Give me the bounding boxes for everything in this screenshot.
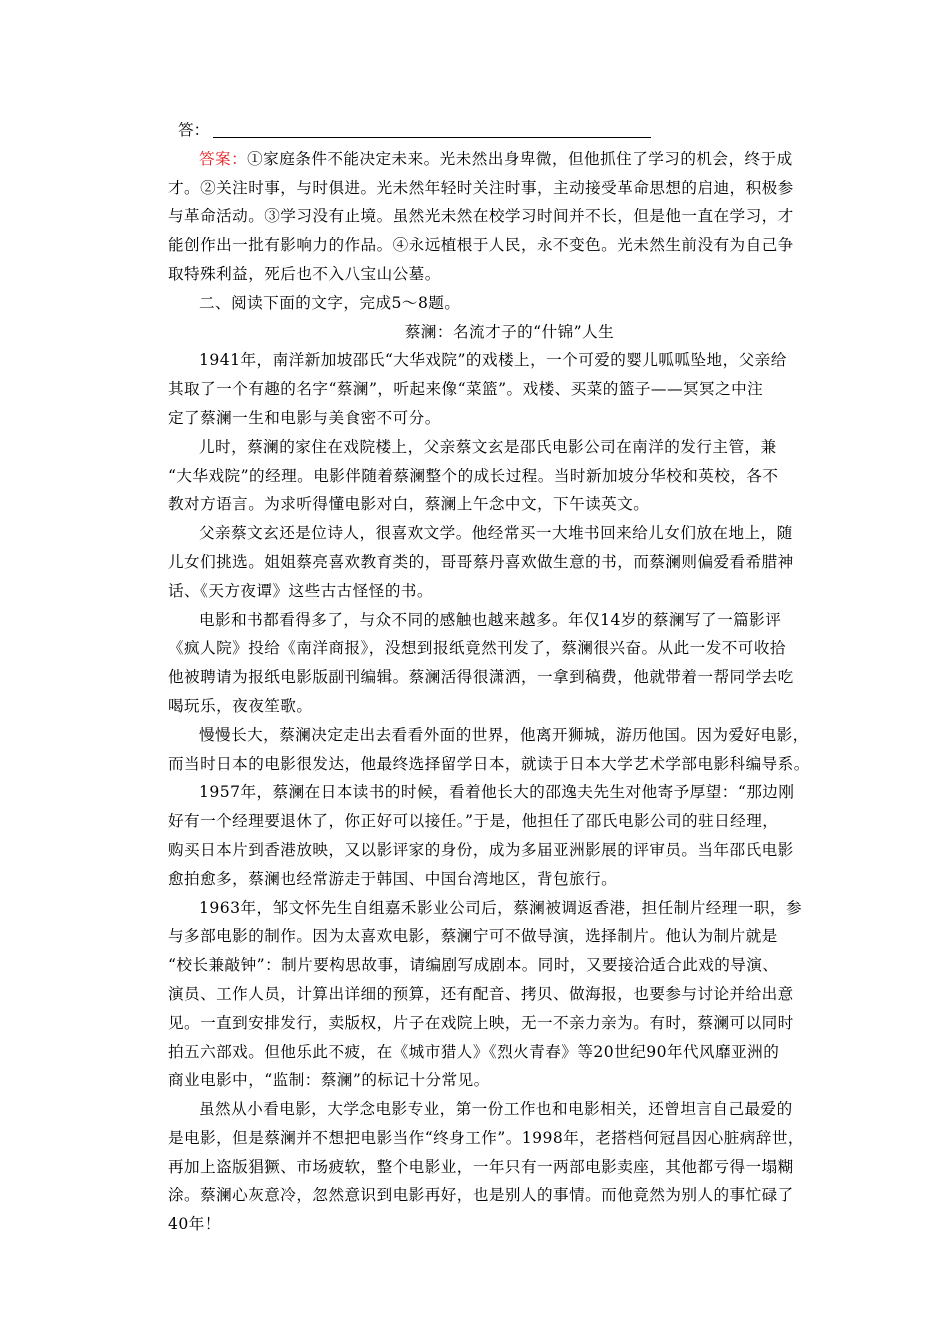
paragraph [168, 433, 815, 519]
paragraph-line: 1957年，蔡澜在日本读书的时候，看着他长大的邵逸夫先生对他寄予厚望：“那边刚 [199, 783, 795, 802]
answer-blank-line [213, 137, 651, 138]
paragraph-line: 见。一直到安排发行，卖版权，片子在戏院上映，无一不亲力亲为。有时，蔡澜可以同时 [168, 1013, 794, 1032]
paragraph-line: 喝玩乐，夜夜笙歌。 [168, 696, 313, 715]
answer-line: 答案：①家庭条件不能决定未来。光未然出身卑微，但他抓住了学习的机会，终于成 [199, 149, 793, 168]
paragraph [168, 519, 815, 605]
paragraph-line: 40年！ [168, 1215, 221, 1234]
answer-line: 能创作出一批有影响力的作品。④永远植根于人民，永不变色。光未然生前没有为自己争 [168, 236, 794, 255]
paragraph [168, 721, 815, 779]
paragraph-line: 演员、工作人员，计算出详细的预算，还有配音、拷贝、做海报，也要参与讨论并给出意 [168, 984, 794, 1003]
answer-line: 与革命活动。③学习没有止境。虽然光未然在校学习时间并不长，但是他一直在学习，才 [168, 207, 794, 226]
paragraph-line: 商业电影中，“监制：蔡澜”的标记十分常见。 [168, 1071, 490, 1090]
paragraph-line: 是电影，但是蔡澜并不想把电影当作“终身工作”。1998年，老搭档何冠昌因心脏病辞世， [168, 1128, 804, 1147]
paragraph [168, 778, 815, 893]
paragraph-line: 定了蔡澜一生和电影与美食密不可分。 [168, 408, 441, 427]
paragraph-line: 与多部电影的制作。因为太喜欢电影，蔡澜宁可不做导演，选择制片。他认为制片就是 [168, 927, 778, 946]
paragraph-line: 他被聘请为报纸电影版副刊编辑。蔡澜活得很潇洒，一拿到稿费，他就带着一帮同学去吃 [168, 668, 794, 687]
paragraph-line: 1963年，邹文怀先生自组嘉禾影业公司后，蔡澜被调返香港，担任制片经理一职，参 [199, 898, 803, 917]
paragraph-line: 虽然从小看电影，大学念电影专业，第一份工作也和电影相关，还曾坦言自己最爱的 [199, 1100, 793, 1119]
answer-line: 取特殊利益，死后也不入八宝山公墓。 [168, 264, 441, 283]
paragraph-line: 话、《天方夜谭》这些古古怪怪的书。 [168, 581, 433, 600]
paragraph-line: 再加上盗版猖獗、市场疲软，整个电影业，一年只有一两部电影卖座，其他都亏得一塌糊 [168, 1157, 794, 1176]
section-heading: 二、阅读下面的文字，完成5～8题。 [199, 293, 461, 312]
paragraph [168, 1095, 815, 1239]
paragraph-line: 《疯人院》投给《南洋商报》，没想到报纸竟然刊发了，蔡澜很兴奋。从此一发不可收拾 [168, 639, 786, 658]
paragraph-line: 父亲蔡文玄还是位诗人，很喜欢文学。他经常买一大堆书回来给儿女们放在地上，随 [199, 524, 793, 543]
paragraph-line: 教对方语言。为求听得懂电影对白，蔡澜上午念中文，下午读英文。 [168, 495, 650, 514]
paragraph [168, 346, 815, 432]
answer-label: 答案： [199, 149, 248, 168]
paragraph-line: 儿时，蔡澜的家住在戏院楼上，父亲蔡文玄是邵氏电影公司在南洋的发行主管，兼 [199, 437, 777, 456]
paragraph-line: 好有一个经理要退休了，你正好可以接任。”于是，他担任了邵氏电影公司的驻日经理， [168, 812, 779, 831]
paragraph-line: 愈拍愈多，蔡澜也经常游走于韩国、中国台湾地区，背包旅行。 [168, 869, 618, 888]
paragraph [168, 606, 815, 721]
answer-block [168, 145, 815, 289]
paragraph-line: 而当时日本的电影很发达，他最终选择留学日本，就读于日本大学艺术学部电影科编导系。 [168, 754, 810, 773]
paragraph-line: “校长兼敲钟”：制片要构思故事，请编剧写成剧本。同时，又要接洽适合此戏的导演、 [168, 956, 779, 975]
paragraph-line: “大华戏院”的经理。电影伴随着蔡澜整个的成长过程。当时新加坡分华校和英校，各不 [168, 466, 779, 485]
paragraph-line: 购买日本片到香港放映，又以影评家的身份，成为多届亚洲影展的评审员。当年邵氏电影 [168, 840, 794, 859]
paragraph [168, 894, 815, 1096]
paragraph-line: 其取了一个有趣的名字“蔡澜”，听起来像“菜篮”。戏楼、买菜的篮子——冥冥之中注 [168, 380, 764, 399]
document-page [168, 116, 815, 1239]
article-title: 蔡澜：名流才子的“什锦”人生 [404, 322, 615, 341]
paragraph-line: 涂。蔡澜心灰意冷，忽然意识到电影再好，也是别人的事情。而他竟然为别人的事忙碌了 [168, 1186, 794, 1205]
answer-line: 才。②关注时事，与时俱进。光未然年轻时关注时事，主动接受革命思想的启迪，积极参 [168, 178, 794, 197]
answer-blank-row [168, 116, 815, 145]
article-body [168, 346, 815, 1239]
paragraph-line: 儿女们挑选。姐姐蔡亮喜欢教育类的，哥哥蔡丹喜欢做生意的书，而蔡澜则偏爱看希腊神 [168, 552, 794, 571]
paragraph-line: 电影和书都看得多了，与众不同的感触也越来越多。年仅14岁的蔡澜写了一篇影评 [199, 610, 782, 629]
answer-prompt: 答： [178, 121, 210, 139]
paragraph-line: 慢慢长大，蔡澜决定走出去看看外面的世界，他离开狮城，游历他国。因为爱好电影， [199, 725, 809, 744]
paragraph-line: 1941年，南洋新加坡邵氏“大华戏院”的戏楼上，一个可爱的婴儿呱呱坠地，父亲给 [199, 351, 787, 370]
paragraph-line: 拍五六部戏。但他乐此不疲，在《城市猎人》《烈火青春》等20世纪90年代风靡亚洲的 [168, 1042, 780, 1061]
